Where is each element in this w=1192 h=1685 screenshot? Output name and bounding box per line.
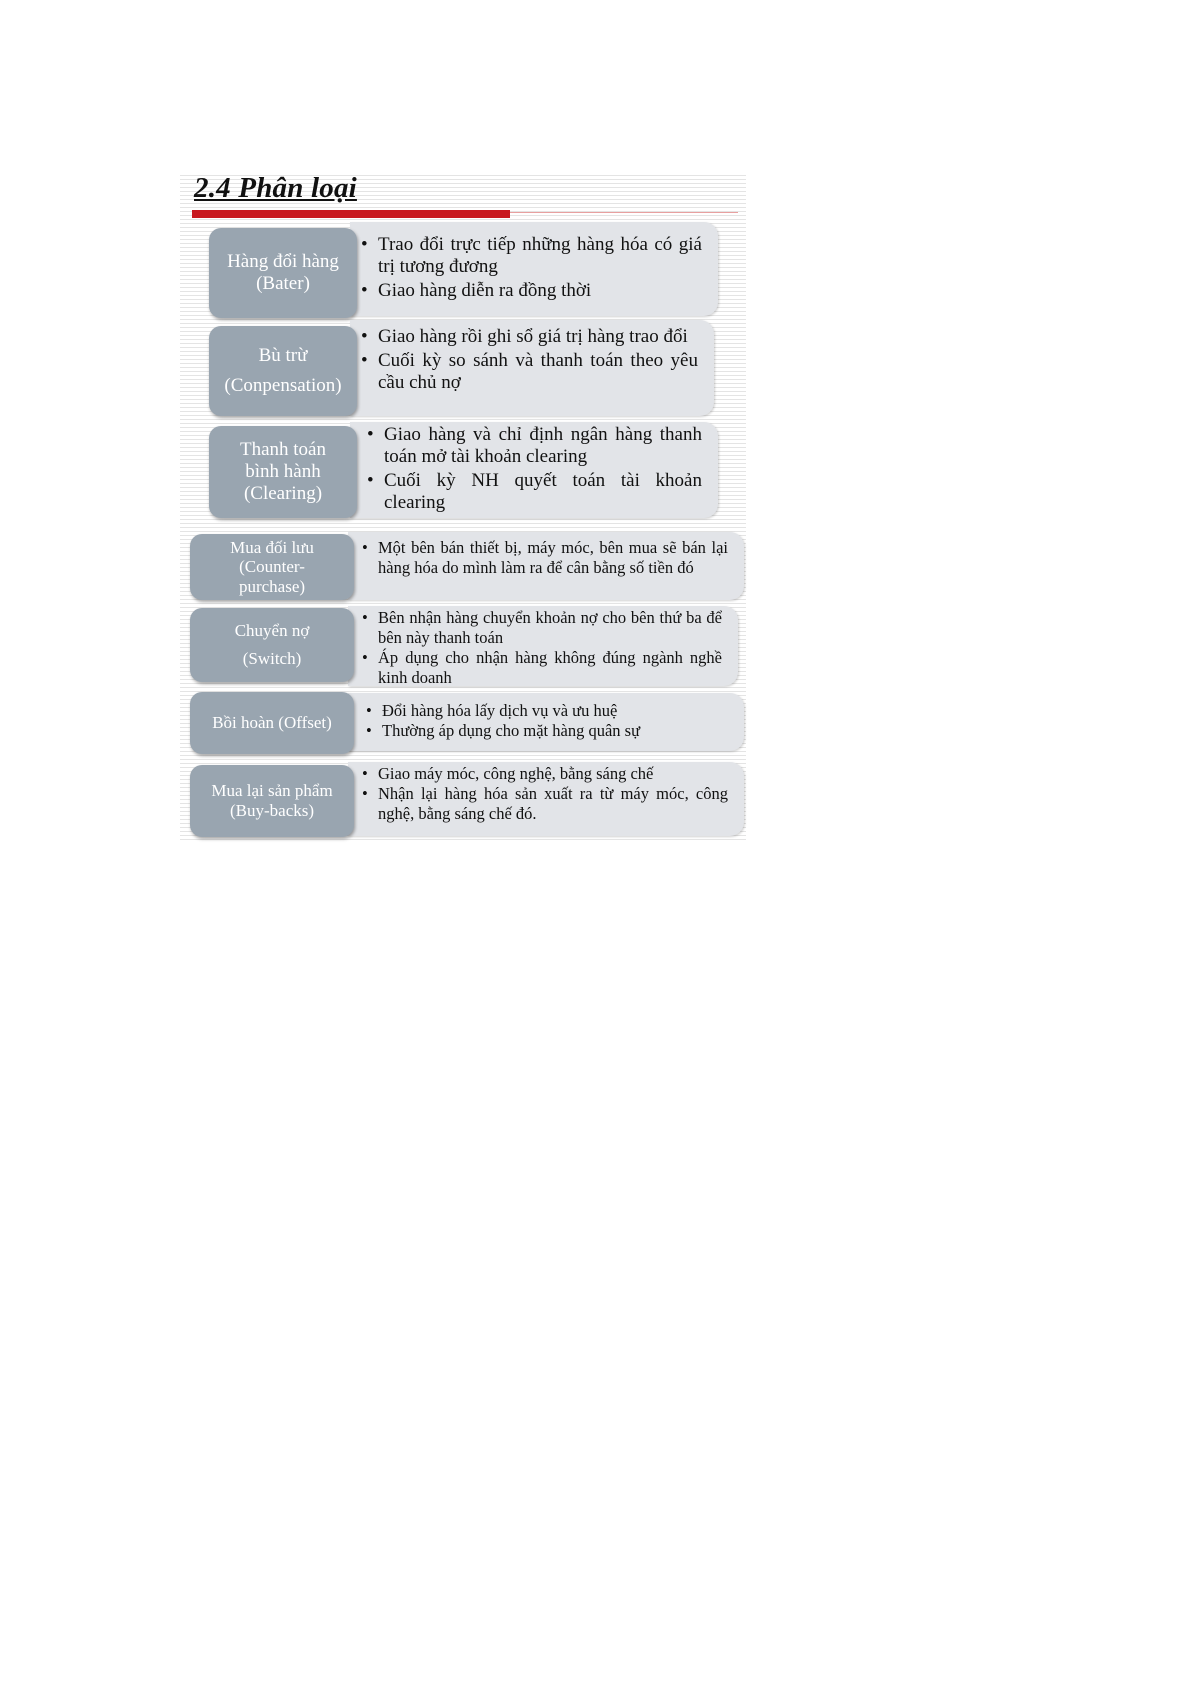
bullet-item: • Cuối kỳ NH quyết toán tài khoản clearing [384, 470, 702, 514]
label-line: purchase) [238, 576, 306, 596]
category-label-bater [209, 228, 357, 318]
bullet-item: • Giao hàng rồi ghi sổ giá trị hàng trao đổi [378, 326, 698, 348]
label-line: Thanh toán [239, 439, 326, 461]
row-description-offset [348, 693, 744, 751]
bullet-item: • Giao máy móc, công nghệ, bằng sáng chế [378, 764, 728, 784]
label-line: (Bater) [256, 273, 310, 294]
row-description-bater [350, 222, 718, 316]
bullet-item: • Trao đổi trực tiếp những hàng hóa có giá trị tương đương [378, 234, 702, 278]
label-line: bình hành [245, 461, 321, 483]
bullet-item: • Áp dụng cho nhận hàng không đúng ngành nghề kinh doanh [378, 648, 722, 688]
label-line: (Counter- [239, 557, 305, 577]
category-label-counter-purchase [190, 534, 354, 600]
label-line: (Switch) [242, 649, 302, 668]
label-line: (Clearing) [243, 482, 323, 504]
row-description-switch [348, 606, 738, 686]
category-label-compensation [209, 326, 357, 416]
bullet-item: • Cuối kỳ so sánh và thanh toán theo yêu cầu chủ nợ [378, 350, 698, 394]
category-label-buy-backs [190, 765, 354, 837]
bullet-item: • Một bên bán thiết bị, máy móc, bên mua sẽ bán lại hàng hóa do mình làm ra để cân bằng số tiền đó [378, 538, 728, 578]
label-line: Hàng đổi hàng [227, 251, 339, 273]
label-line: (Conpensation) [224, 375, 342, 396]
label-line: Bù trừ [258, 345, 308, 367]
row-description-compensation [350, 320, 714, 416]
bullet-item: • Bên nhận hàng chuyển khoản nợ cho bên thứ ba để bên này thanh toán [378, 608, 722, 648]
row-description-counter-purchase [348, 532, 744, 600]
label-line: (Buy-backs) [229, 801, 315, 820]
row-description-clearing [350, 422, 718, 518]
category-label-switch [190, 608, 354, 682]
bullet-item: • Nhận lại hàng hóa sản xuất ra từ máy móc, công nghệ, bằng sáng chế đó. [378, 784, 728, 824]
section-title: 2.4 Phân loại [194, 172, 357, 204]
category-label-offset [190, 692, 354, 754]
bullet-item: • Giao hàng và chỉ định ngân hàng thanh toán mở tài khoản clearing [384, 424, 702, 468]
bullet-item: • Thường áp dụng cho mặt hàng quân sự [382, 721, 728, 741]
label-line: Mua lại sản phẩm [211, 781, 333, 801]
label-line: Mua đối lưu [230, 537, 314, 557]
title-underline-bar [192, 210, 510, 218]
category-label-clearing [209, 426, 357, 518]
bullet-item: • Đổi hàng hóa lấy dịch vụ và ưu huệ [382, 701, 728, 721]
label-line: Chuyển nợ [234, 621, 310, 641]
slide-image [180, 172, 746, 840]
bullet-item: • Giao hàng diễn ra đồng thời [378, 280, 702, 302]
row-description-buy-backs [348, 762, 744, 836]
title-rule-line [510, 212, 738, 213]
label-line: Bồi hoàn (Offset) [212, 713, 332, 733]
